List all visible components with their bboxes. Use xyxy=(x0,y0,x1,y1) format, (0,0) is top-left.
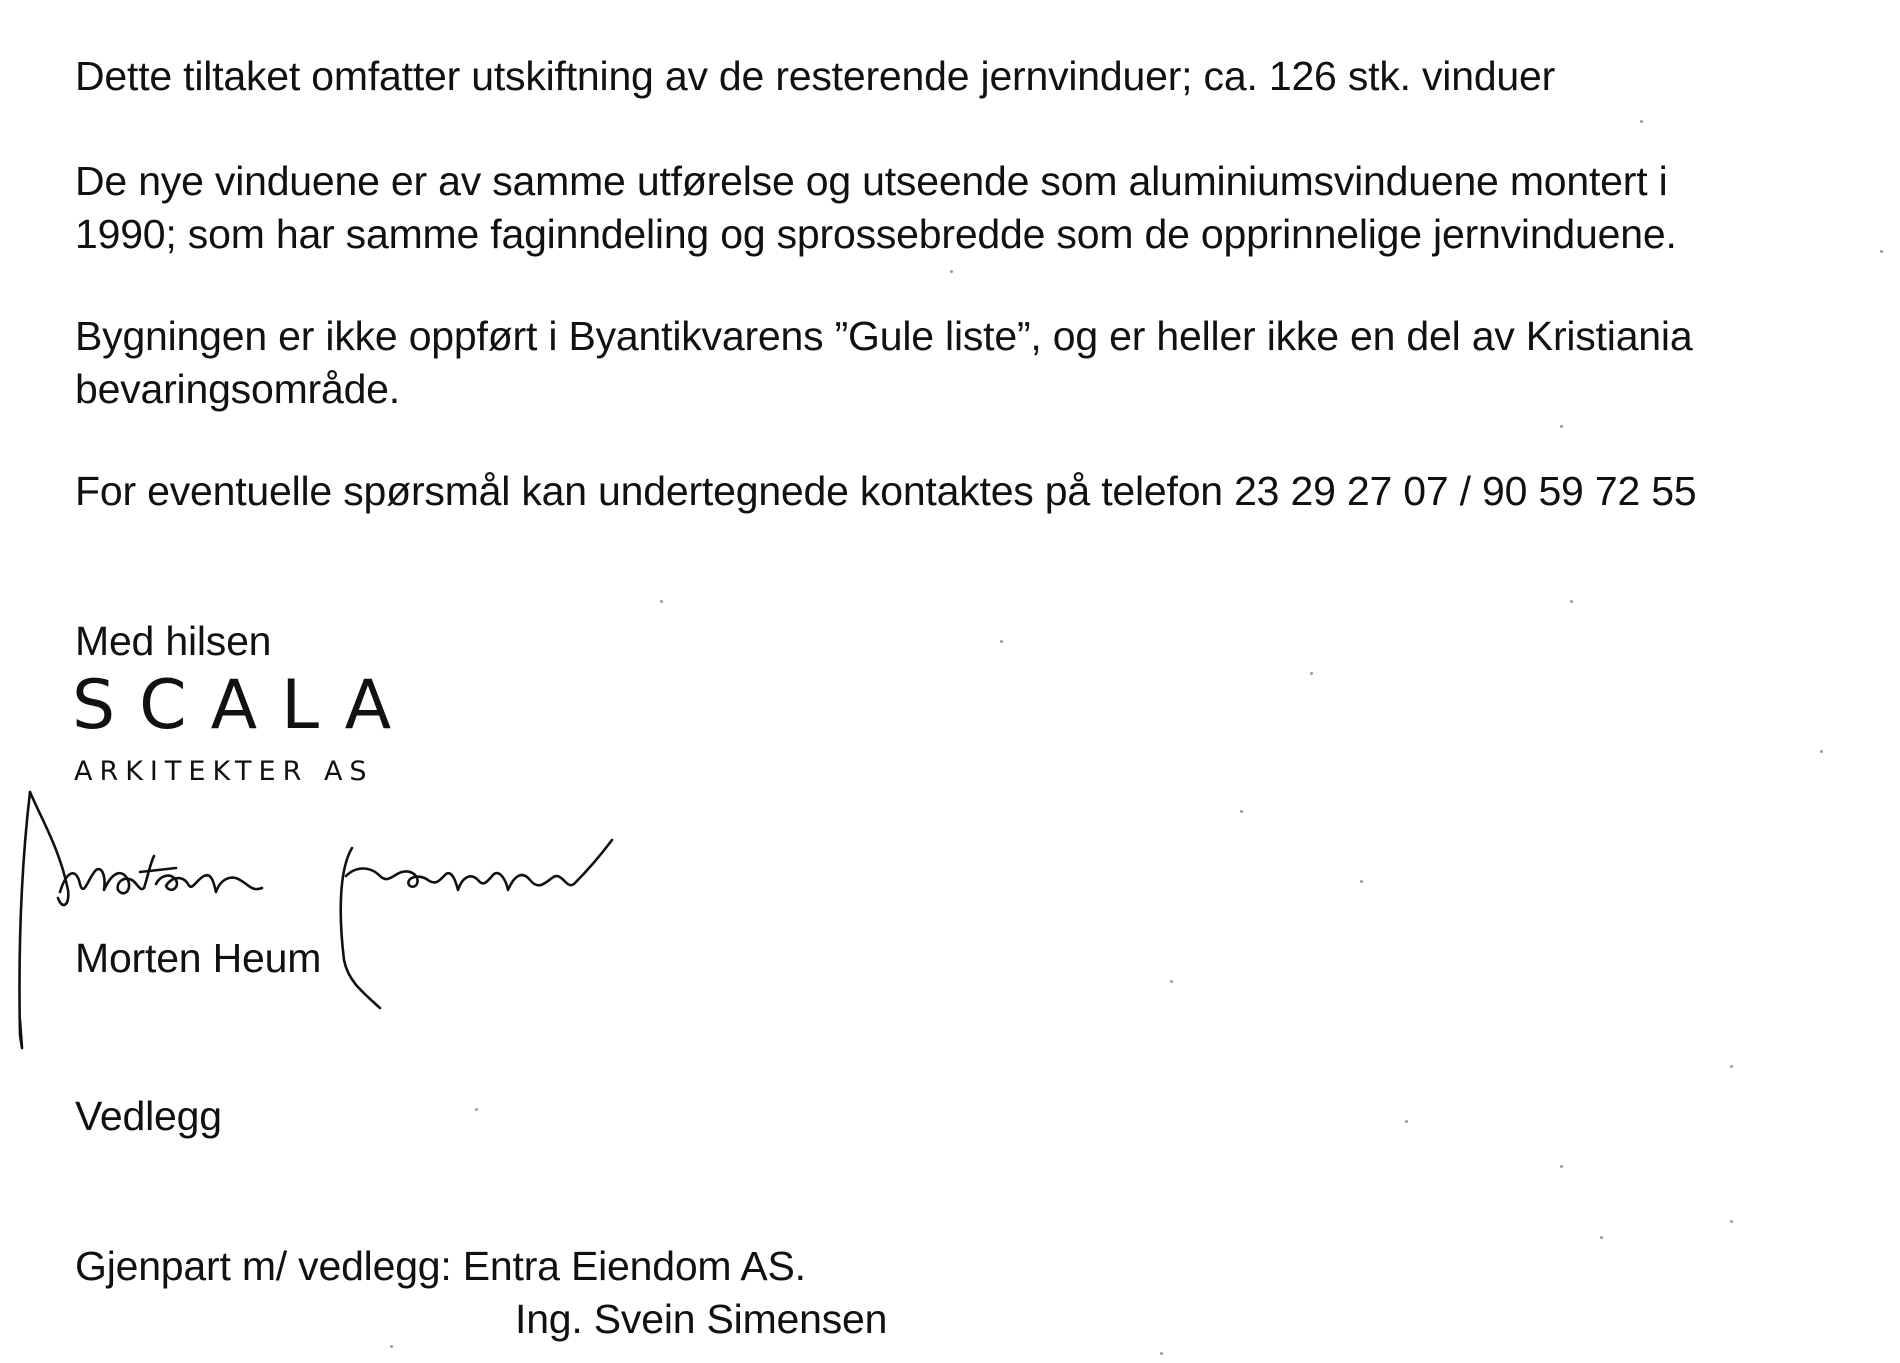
scan-speck xyxy=(1570,600,1573,603)
scan-speck xyxy=(1820,750,1823,753)
paragraph-scope: Dette tiltaket omfatter utskiftning av de resterende jernvinduer; ca. 126 stk. vinduer xyxy=(75,53,1556,99)
paragraph-heritage-line2: bevaringsområde. xyxy=(75,366,400,412)
scan-speck xyxy=(1880,250,1883,253)
scan-speck xyxy=(1730,1220,1733,1223)
copy-to-line1: Gjenpart m/ vedlegg: Entra Eiendom AS. xyxy=(75,1243,806,1289)
scan-speck xyxy=(1405,1120,1408,1123)
scan-speck xyxy=(1360,880,1363,883)
scan-speck xyxy=(390,1345,393,1348)
paragraph-contact: For eventuelle spørsmål kan undertegnede kontaktes på telefon 23 29 27 07 / 90 59 72 55 xyxy=(75,468,1697,514)
paragraph-heritage-line1: Bygningen er ikke oppført i Byantikvarens ”Gule liste”, og er heller ikke en del av Kristiania xyxy=(75,313,1693,359)
scan-speck xyxy=(1560,1165,1563,1168)
attachment-label: Vedlegg xyxy=(75,1093,222,1139)
scan-speck xyxy=(950,270,953,273)
closing-greeting: Med hilsen xyxy=(75,618,272,664)
signatory-name: Morten Heum xyxy=(75,935,322,981)
scan-speck xyxy=(1000,640,1003,643)
scan-speck xyxy=(1730,1065,1733,1068)
paragraph-description-line2: 1990; som har samme faginndeling og sprossebredde som de opprinnelige jernvinduene. xyxy=(75,211,1677,257)
scan-speck xyxy=(1160,1352,1163,1355)
scan-speck xyxy=(475,1108,478,1111)
scan-speck xyxy=(1310,672,1313,675)
company-logo: SCALA xyxy=(72,666,416,745)
scan-speck xyxy=(1240,810,1243,813)
scan-speck xyxy=(1640,120,1643,123)
scan-speck xyxy=(1170,980,1173,983)
scan-speck xyxy=(660,600,663,603)
paragraph-description-line1: De nye vinduene er av samme utførelse og utseende som aluminiumsvinduene montert i xyxy=(75,158,1668,204)
scan-speck xyxy=(1560,425,1563,428)
scan-speck xyxy=(1600,1236,1603,1239)
company-logo-subtitle: ARKITEKTER AS xyxy=(74,756,374,787)
copy-to-line2: Ing. Svein Simensen xyxy=(515,1296,888,1342)
